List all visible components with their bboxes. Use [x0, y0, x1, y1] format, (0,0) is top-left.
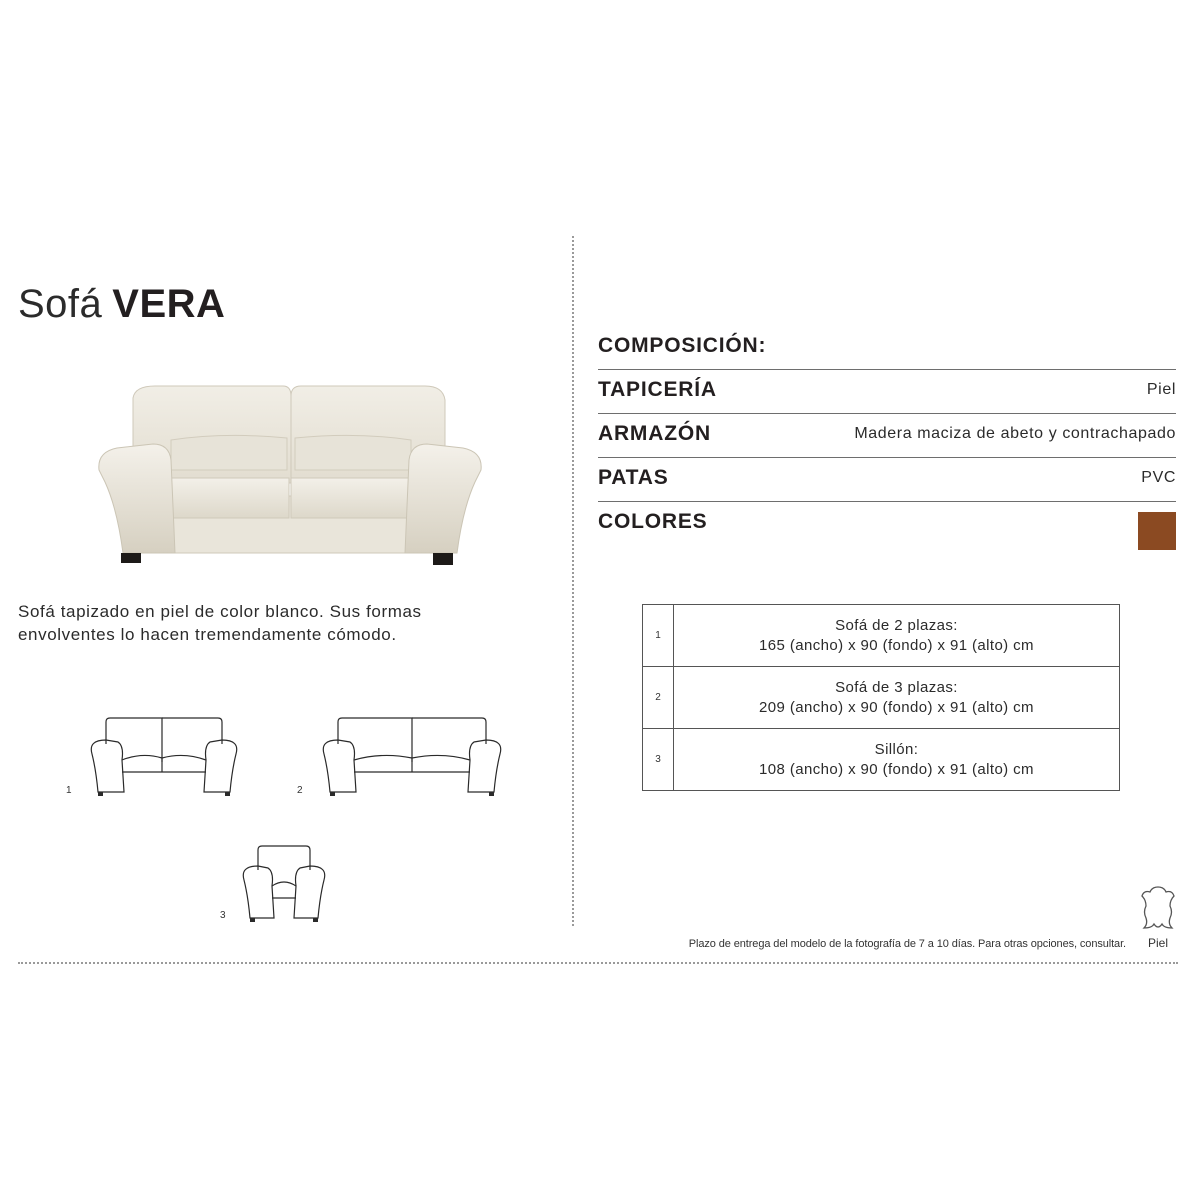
model-size: 108 (ancho) x 90 (fondo) x 91 (alto) cm	[759, 760, 1034, 778]
spec-label: PATAS	[598, 466, 669, 489]
color-swatch[interactable]	[1138, 512, 1176, 550]
spec-row-tapiceria	[598, 370, 1176, 414]
table-row	[643, 667, 1120, 729]
spec-value: PVC	[1141, 469, 1176, 486]
spec-row-patas	[598, 458, 1176, 502]
table-row	[643, 729, 1120, 791]
spec-row-armazon	[598, 414, 1176, 458]
three-seat-sofa-drawing	[316, 714, 508, 800]
spec-row-colores	[598, 502, 1176, 546]
title-name: VERA	[112, 282, 226, 326]
two-seat-sofa-drawing	[84, 714, 244, 800]
drawing-number: 1	[66, 785, 72, 796]
model-name: Sofá de 3 plazas:	[835, 678, 958, 696]
armchair-drawing	[238, 842, 330, 926]
spec-label: ARMAZÓN	[598, 422, 711, 445]
drawing-number: 3	[220, 910, 226, 921]
table-row	[643, 605, 1120, 667]
dimension-cell	[674, 729, 1120, 791]
vertical-divider	[572, 236, 574, 926]
drawing-number: 2	[297, 785, 303, 796]
leather-hide-icon	[1138, 884, 1178, 932]
row-number: 3	[643, 729, 674, 791]
product-description: Sofá tapizado en piel de color blanco. Sus formas envolventes lo hacen tremendamente cómodo.	[18, 602, 422, 644]
dimension-cell	[674, 605, 1120, 667]
row-number: 1	[643, 605, 674, 667]
model-name: Sofá de 2 plazas:	[835, 616, 958, 634]
delivery-note: Plazo de entrega del modelo de la fotografía de 7 a 10 días. Para otras opciones, consultar.	[688, 938, 1126, 950]
material-label: Piel	[1147, 936, 1168, 950]
spec-label: COLORES	[598, 510, 708, 533]
spec-value: Madera maciza de abeto y contrachapado	[854, 425, 1176, 442]
model-name: Sillón:	[874, 740, 919, 758]
title-prefix: Sofá	[18, 282, 103, 326]
product-title	[18, 282, 225, 327]
spec-label: TAPICERÍA	[598, 378, 717, 401]
sofa-photo	[95, 378, 485, 568]
composition-heading: COMPOSICIÓN:	[598, 334, 767, 357]
horizontal-divider	[18, 962, 1178, 964]
dimension-cell	[674, 667, 1120, 729]
model-size: 209 (ancho) x 90 (fondo) x 91 (alto) cm	[759, 698, 1034, 716]
spec-value: Piel	[1146, 381, 1176, 398]
model-size: 165 (ancho) x 90 (fondo) x 91 (alto) cm	[759, 636, 1034, 654]
dimensions-table	[642, 604, 1120, 791]
row-number: 2	[643, 667, 674, 729]
